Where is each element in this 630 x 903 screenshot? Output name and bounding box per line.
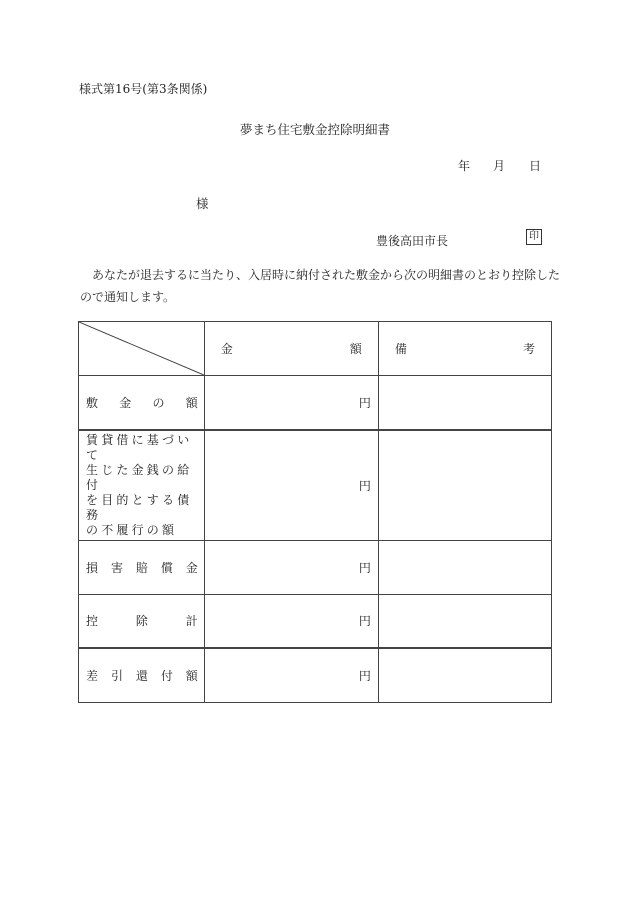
yen-unit: 円 xyxy=(358,478,371,493)
label-line: の不履行の額 xyxy=(86,522,178,537)
table-row-deposit xyxy=(79,376,552,430)
yen-unit: 円 xyxy=(358,614,371,629)
remarks-header-char-2: 考 xyxy=(522,342,535,356)
amount-header-char-1: 金 xyxy=(220,342,233,356)
diagonal-line xyxy=(79,322,204,375)
remarks-cell[interactable] xyxy=(378,540,551,594)
remarks-cell[interactable] xyxy=(378,594,551,648)
label-char: 損 xyxy=(86,560,99,575)
row-label-deduction-total xyxy=(79,594,205,648)
amount-cell[interactable] xyxy=(204,430,378,541)
label-char: 還 xyxy=(135,668,148,683)
remarks-header-char-1: 備 xyxy=(394,342,407,356)
document-title: 夢まち住宅敷金控除明細書 xyxy=(239,122,390,137)
amount-cell[interactable] xyxy=(204,376,378,430)
label-char: 額 xyxy=(185,395,198,410)
amount-cell[interactable] xyxy=(204,648,378,702)
remarks-cell[interactable] xyxy=(378,648,551,702)
label-char: 引 xyxy=(110,668,123,683)
label-char: 付 xyxy=(160,668,173,683)
label-char: 敷 xyxy=(86,395,99,410)
label-char: の xyxy=(152,395,165,410)
label-char: 害 xyxy=(110,560,123,575)
label-char: 賠 xyxy=(135,560,148,575)
date-day-label: 日 xyxy=(529,159,542,173)
table-row-damages xyxy=(79,540,552,594)
label-line: 生じた金銭の給付 xyxy=(86,462,193,492)
form-number: 様式第16号(第3条関係) xyxy=(79,82,208,96)
table-header-row xyxy=(79,322,552,376)
yen-unit: 円 xyxy=(358,668,371,683)
amount-cell[interactable] xyxy=(204,540,378,594)
row-label-damages xyxy=(79,540,205,594)
remarks-header xyxy=(378,322,551,376)
label-char: 金 xyxy=(185,560,198,575)
label-char: 控 xyxy=(86,614,99,629)
table-row-refund xyxy=(79,648,552,702)
yen-unit: 円 xyxy=(358,395,371,410)
label-char: 金 xyxy=(119,395,132,410)
table-row-default-amount xyxy=(79,430,552,541)
label-char: 除 xyxy=(135,614,148,629)
label-char: 差 xyxy=(86,668,99,683)
label-char: 償 xyxy=(160,560,173,575)
date-year-label: 年 xyxy=(458,159,471,173)
deduction-table xyxy=(78,321,552,703)
row-label-deposit xyxy=(79,376,205,430)
notice-body: あなたが退去するに当たり、入居時に納付された敷金から次の明細書のとおり控除したので通知します。 xyxy=(80,268,561,304)
amount-cell[interactable] xyxy=(204,594,378,648)
addressee-suffix: 様 xyxy=(196,196,209,211)
row-label-default-amount xyxy=(79,430,205,541)
seal-mark: 印 xyxy=(526,229,542,245)
amount-header-char-2: 額 xyxy=(349,342,362,356)
diagonal-corner-cell xyxy=(79,322,205,376)
label-char: 計 xyxy=(185,614,198,629)
remarks-cell[interactable] xyxy=(378,376,551,430)
table-row-deduction-total xyxy=(79,594,552,648)
row-label-refund xyxy=(79,648,205,702)
label-line: を目的とする債務 xyxy=(86,492,193,522)
issuer-name: 豊後高田市長 xyxy=(376,234,449,248)
label-line: 賃貸借に基づいて xyxy=(86,432,193,462)
date-month-label: 月 xyxy=(493,159,506,173)
amount-header xyxy=(204,322,378,376)
label-char: 額 xyxy=(185,668,198,683)
yen-unit: 円 xyxy=(358,560,371,575)
remarks-cell[interactable] xyxy=(378,430,551,541)
